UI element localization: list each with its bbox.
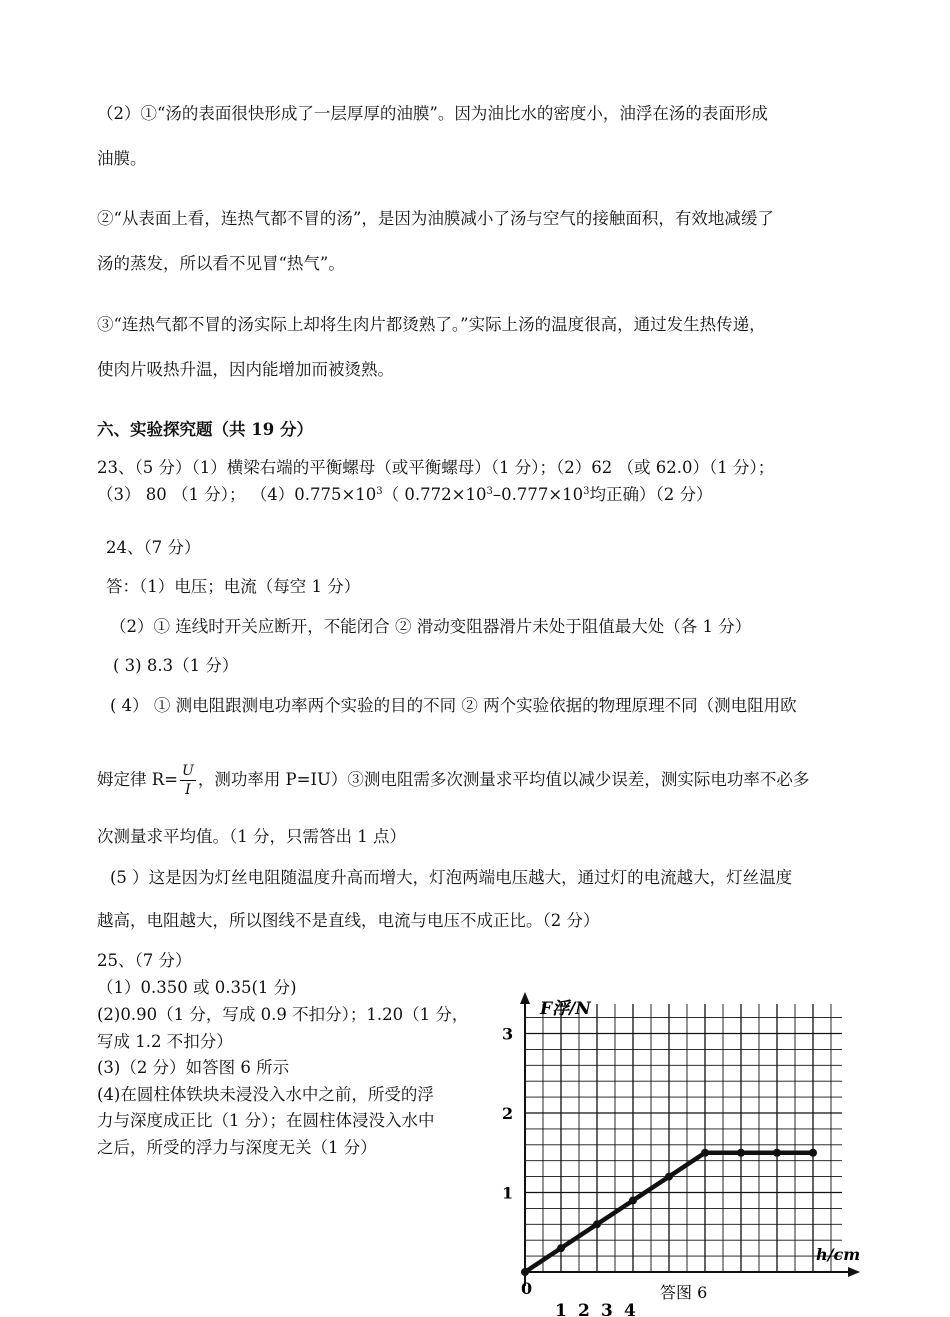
data-point — [737, 1149, 745, 1157]
x-tick-label: 4 — [624, 1301, 636, 1317]
x-axis-arrow — [848, 1267, 860, 1277]
x-tick-labels — [555, 1301, 636, 1317]
data-point — [773, 1149, 781, 1157]
q23-line1: 23、（5 分）（1）横梁右端的平衡螺母（或平衡螺母）（1 分）；（2）62 （或 62.0）（1 分）； — [97, 458, 775, 477]
data-point — [701, 1149, 709, 1157]
answer-2-3-line1: ③“连热气都不冒的汤实际上却将生肉片都烫熟了。”实际上汤的温度很高，通过发生热传递， — [97, 315, 766, 334]
q24-answer-2: （2）① 连线时开关应断开，不能闭合 ② 滑动变阻器滑片未处于阻值最大处（各 1 分） — [110, 617, 752, 636]
q24-answer-4-line3: 次测量求平均值。（1 分，只需答出 1 点） — [97, 827, 406, 846]
q24-answer-1: 答：（1）电压；电流（每空 1 分） — [106, 577, 361, 596]
ohm-fraction: $\frac{U}{I}$ — [182, 763, 194, 798]
section-6-heading: 六、实验探究题（共 19 分） — [97, 420, 313, 439]
y-tick-label: 1 — [502, 1183, 514, 1203]
y-tick-labels — [502, 1025, 513, 1203]
answer-2-1-line2: 油膜。 — [97, 149, 147, 168]
y-tick-label: 3 — [502, 1024, 514, 1044]
data-point — [665, 1173, 673, 1181]
q25-answer-3: (3)（2 分）如答图 6 所示 — [97, 1058, 290, 1077]
q24-answer-4-line1: ( 4） ① 测电阻跟测电功率两个实验的目的不同 ② 两个实验依据的物理原理不同（测电阻用欧 — [110, 696, 797, 715]
q24-answer-4-line2: 姆定律 R= $\frac{U}{I}$ ，测功率用 P=IU）③测电阻需多次测量求平均值以减少误差，测实际电功率不必多 — [97, 763, 810, 798]
q25-answer-4-line2: 力与深度成正比（1 分）；在圆柱体浸没入水中 — [97, 1111, 435, 1130]
data-point — [521, 1268, 529, 1276]
q24-answer-5-line1: (5 ）这是因为灯丝电阻随温度升高而增大，灯泡两端电压越大，通过灯的电流越大，灯丝温度 — [110, 868, 793, 887]
x-axis-label: h/cm — [816, 1245, 861, 1264]
q25-answer-4-line3: 之后，所受的浮力与深度无关（1 分） — [97, 1138, 377, 1157]
chart-grid — [525, 1004, 842, 1272]
data-point — [809, 1149, 817, 1157]
buoyancy-depth-chart — [490, 990, 870, 1317]
x-tick-label: 3 — [601, 1301, 613, 1317]
answer-2-2-line2: 汤的蒸发，所以看不见冒“热气”。 — [97, 254, 345, 273]
origin-label: 0 — [521, 1279, 533, 1298]
q25-answer-2-line2: 写成 1.2 不扣分） — [97, 1032, 233, 1051]
q23-line2: （3） 80 （1 分）； $(4)0.775\times 10^3$（ $0.772\times 10^3-0.777\times 10^3$均正确）（2 分） — [97, 485, 713, 504]
q25-answer-1: （1）0.350 或 0.35(1 分) — [97, 978, 297, 997]
chart-caption: 答图 6 — [660, 1283, 708, 1302]
y-axis-arrow — [520, 992, 530, 1004]
q24-answer-3: ( 3) 8.3（1 分） — [113, 656, 239, 675]
answer-2-1-line1: （2）①“汤的表面很快形成了一层厚厚的油膜”。因为油比水的密度小，油浮在汤的表面形成 — [97, 104, 768, 123]
answer-2-3-line2: 使肉片吸热升温，因内能增加而被烫熟。 — [97, 360, 394, 379]
data-point — [557, 1244, 565, 1252]
q25-answer-4-line1: (4)在圆柱体铁块未浸没入水中之前，所受的浮 — [97, 1085, 434, 1104]
x-tick-label: 2 — [578, 1301, 590, 1317]
q25-heading: 25、（7 分） — [97, 951, 192, 970]
q24-heading: 24、（7 分） — [106, 538, 201, 557]
data-point — [593, 1220, 601, 1228]
x-tick-label: 1 — [555, 1301, 567, 1317]
y-tick-label: 2 — [502, 1104, 514, 1123]
q24-answer-5-line2: 越高，电阻越大，所以图线不是直线，电流与电压不成正比。（2 分） — [97, 911, 600, 930]
data-point — [629, 1196, 637, 1204]
y-axis-label: F浮/N — [540, 999, 591, 1019]
q25-answer-2-line1: (2)0.90（1 分，写成 0.9 不扣分）；1.20（1 分， — [97, 1005, 469, 1024]
answer-2-2-line1: ②“从表面上看，连热气都不冒的汤”，是因为油膜减小了汤与空气的接触面积，有效地减缓了 — [97, 209, 774, 228]
